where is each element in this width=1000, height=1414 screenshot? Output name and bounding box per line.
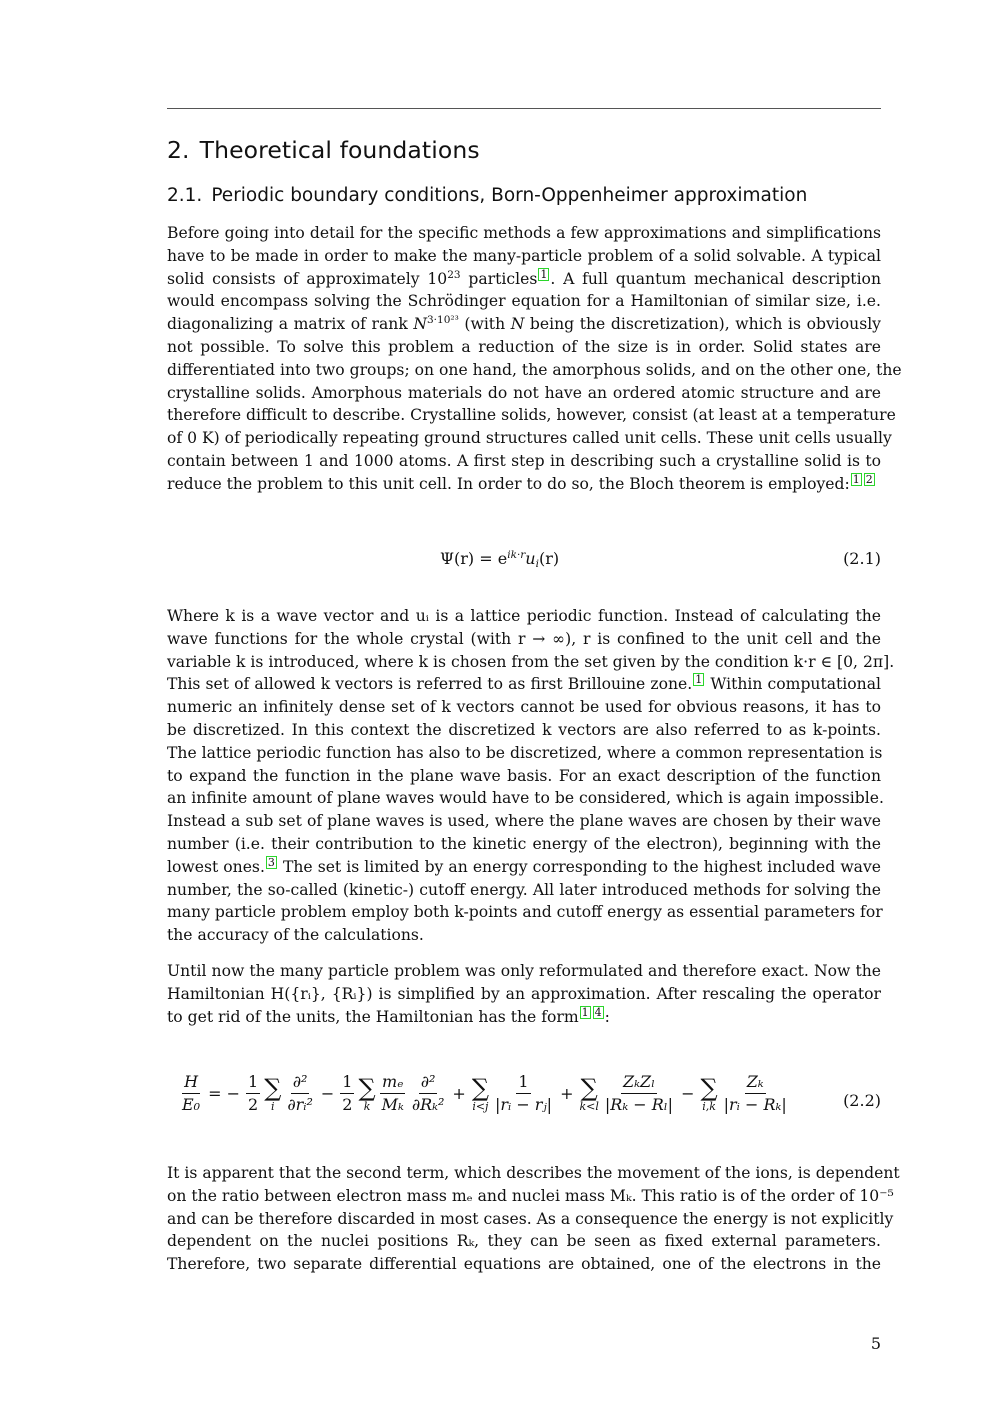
paragraph-born-oppenheimer [167, 1162, 900, 1276]
text-line: Until now the many particle problem was only reformulated and therefore exact. Now the [167, 962, 881, 980]
eq-exponent: ik·r [507, 549, 526, 561]
eq-den: |rᵢ − Rₖ| [723, 1095, 787, 1114]
text-line [167, 856, 881, 879]
subsection-title: Periodic boundary conditions, Born-Oppenheimer approximation [211, 185, 808, 206]
citation-link[interactable]: 2 [865, 472, 873, 486]
text-line: of 0 K) of periodically repeating ground structures called unit cells. These unit cells usually [167, 429, 892, 448]
text-line: Where k is a wave vector and uᵢ is a lattice periodic function. Instead of calculating the [167, 607, 881, 625]
text-line: Before going into detail for the specific methods a few approximations and simplifications [167, 224, 881, 242]
text-run: . A full quantum mechanical description [550, 269, 881, 288]
text-line: on the ratio between electron mass mₑ and nuclei mass Mₖ. This ratio is of the order of 10⁻⁵ [167, 1186, 894, 1205]
eq-sum-index: i<j [472, 1099, 489, 1113]
text-line: many particle problem employ both k-points and cutoff energy as essential parameters for [167, 903, 883, 922]
text-line: differentiated into two groups; on one hand, the amorphous solids, and on the other one, the [167, 360, 902, 379]
equation-hamiltonian: $\frac{H}{\text{E₀}}$ = − $\frac{1}{2}$ ∑ i $\frac{\text{∂²}}{\text{∂rᵢ²}}$ − $\frac{1}{2}$ ∑ k $\frac{\text{mₑ}}{\text{Mₖ}}$ $\frac{\text{∂²}}{\text{∂Rₖ²}}$ + ∑ i<j $\frac{1}{\text{|rᵢ − rⱼ|}}$ + ∑ k<l $\frac{\text{ZₖZₗ}}{\text{|Rₖ − Rₗ|}}$ − ∑ i,k $\frac{\text{Zₖ}}{\text{|rᵢ − Rₖ|}}$ [182, 1072, 787, 1114]
eq-num: ZₖZₗ [621, 1072, 657, 1094]
eq-fraction [246, 1072, 260, 1115]
eq-den: |Rₖ − Rₗ| [604, 1095, 674, 1114]
eq-sum: ∑ k<l [579, 1073, 599, 1113]
text-line: variable k is introduced, where k is chosen from the set given by the condition k·r ∈ [0, 2π]. [167, 652, 895, 671]
text-line: It is apparent that the second term, which describes the movement of the ions, is dependent [167, 1164, 900, 1182]
text-run: reduce the problem to this unit cell. In order to do so, the Bloch theorem is employed: [167, 474, 850, 493]
superscript: 3·10²³ [427, 314, 459, 327]
text-line: not possible. To solve this problem a reduction of the size is in order. Solid states are [167, 337, 881, 356]
eq-arg: (r) [538, 549, 560, 568]
paragraph-hamiltonian [167, 960, 881, 1028]
text-line [167, 473, 881, 496]
text-run: lowest ones. [167, 857, 265, 876]
eq-den: 2 [342, 1095, 353, 1114]
header-rule [167, 108, 881, 109]
eq-fraction [410, 1072, 447, 1115]
eq-den: 2 [248, 1095, 259, 1114]
text-line [167, 268, 881, 291]
citation-link[interactable]: 1 [540, 267, 548, 281]
equation-number: (2.2) [843, 1091, 881, 1110]
eq-num: H [182, 1072, 200, 1094]
math-var: N [413, 315, 427, 334]
eq-sum: ∑ i<j [471, 1073, 489, 1113]
citation-link[interactable]: 3 [267, 855, 275, 869]
text-line [167, 313, 881, 336]
text-line: Instead a sub set of plane waves is used, where the plane waves are chosen by their wave [167, 812, 881, 831]
text-line: Therefore, two separate differential equations are obtained, one of the electrons in the [167, 1255, 881, 1274]
eq-fraction [722, 1072, 789, 1115]
math-var: N [510, 315, 525, 334]
eq-sum-index: i [270, 1099, 275, 1113]
eq-sum-index: k [363, 1099, 371, 1113]
text-run: diagonalizing a matrix of rank [167, 315, 414, 334]
text-line: Hamiltonian H({rᵢ}, {Rᵢ}) is simplified by an approximation. After rescaling the operator [167, 984, 881, 1003]
text-line: be discretized. In this context the discretized k vectors are also referred to as k-points. [167, 720, 881, 739]
citation-link[interactable]: 1 [695, 673, 703, 687]
eq-fraction [493, 1072, 554, 1115]
text-run: solid consists of approximately 10 [167, 269, 448, 288]
citation-link[interactable]: 1 [581, 1005, 589, 1019]
eq-num: ∂² [419, 1072, 438, 1094]
text-line: therefore difficult to describe. Crystalline solids, however, consist (at least at a temperature [167, 406, 896, 425]
eq-den: ∂Rₖ² [411, 1095, 445, 1114]
text-line: wave functions for the whole crystal (with r → ∞), r is confined to the unit cell and the [167, 629, 881, 648]
eq-den: ∂rᵢ² [287, 1095, 313, 1114]
text-line [167, 673, 881, 696]
text-line: have to be made in order to make the many-particle problem of a solid solvable. A typical [167, 246, 881, 265]
citation-link[interactable]: 4 [594, 1005, 602, 1019]
eq-num: ∂² [291, 1072, 310, 1094]
text-run: to get rid of the units, the Hamiltonian has the form [167, 1007, 579, 1026]
equation-number: (2.1) [843, 549, 881, 568]
eq-den: Mₖ [381, 1095, 404, 1114]
superscript: 23 [447, 268, 461, 281]
eq-sum: ∑ k [358, 1073, 376, 1113]
section-heading [167, 136, 480, 164]
eq-num: 1 [340, 1072, 354, 1094]
text-line [167, 1006, 881, 1029]
text-line: an infinite amount of plane waves would have to be considered, which is again impossible. [167, 789, 884, 808]
text-run: The set is limited by an energy corresponding to the highest included wave [277, 857, 881, 876]
eq-sum: ∑ i,k [700, 1073, 718, 1113]
text-line: number, the so-called (kinetic-) cutoff energy. All later introduced methods for solving the [167, 880, 881, 899]
eq-var: u [525, 549, 536, 568]
text-line: contain between 1 and 1000 atoms. A first step in describing such a crystalline solid is to [167, 451, 881, 470]
text-run: (with [458, 315, 511, 334]
eq-num: 1 [246, 1072, 260, 1094]
eq-operator: = − [208, 1084, 240, 1103]
subsection-heading [167, 185, 807, 206]
text-line: the accuracy of the calculations. [167, 926, 424, 945]
text-line: number (i.e. their contribution to the kinetic energy of the electron), beginning with the [167, 834, 881, 853]
subsection-number: 2.1. [167, 185, 203, 206]
text-line: The lattice periodic function has also to be discretized, where a common representation is [167, 743, 883, 762]
eq-sum-index: i,k [702, 1099, 716, 1113]
eq-fraction [180, 1072, 202, 1115]
eq-fraction [285, 1072, 315, 1115]
eq-den: E₀ [182, 1095, 201, 1114]
text-line: crystalline solids. Amorphous materials do not have an ordered atomic structure and are [167, 383, 881, 402]
eq-num: Zₖ [745, 1072, 766, 1094]
text-line: to expand the function in the plane wave basis. For an exact description of the function [167, 766, 881, 785]
text-line: would encompass solving the Schrödinger equation for a Hamiltonian of similar size, i.e. [167, 292, 881, 311]
text-run: Within computational [705, 675, 882, 694]
eq-fraction [380, 1072, 406, 1115]
eq-den: |rᵢ − rⱼ| [494, 1095, 553, 1114]
section-number: 2. [167, 136, 190, 164]
eq-sum-index: k<l [579, 1099, 599, 1113]
eq-fraction [340, 1072, 354, 1115]
citation-link[interactable]: 1 [852, 472, 860, 486]
equation-bloch [440, 549, 559, 568]
eq-fraction [603, 1072, 675, 1115]
text-run: This set of allowed k vectors is referred to as first Brillouine zone. [167, 675, 693, 694]
eq-sum: ∑ i [264, 1073, 282, 1113]
text-line: dependent on the nuclei positions Rₖ, they can be seen as fixed external parameters. [167, 1232, 881, 1251]
eq-num: 1 [516, 1072, 530, 1094]
text-line: and can be therefore discarded in most cases. As a consequence the energy is not explicitly [167, 1209, 894, 1228]
eq-sub: i [535, 558, 539, 570]
text-line: numeric an infinitely dense set of k vectors cannot be used for obvious reasons, it has to [167, 698, 881, 717]
text-run: particles [460, 269, 538, 288]
eq-num: mₑ [380, 1072, 405, 1094]
paragraph-intro [167, 222, 902, 496]
page-number: 5 [870, 1334, 881, 1353]
text-run: being the discretization), which is obviously [524, 315, 881, 334]
text-run: : [604, 1007, 610, 1026]
paragraph-brillouin [167, 605, 895, 947]
section-title: Theoretical foundations [199, 136, 480, 164]
eq-lhs: Ψ(r) = e [440, 549, 508, 568]
